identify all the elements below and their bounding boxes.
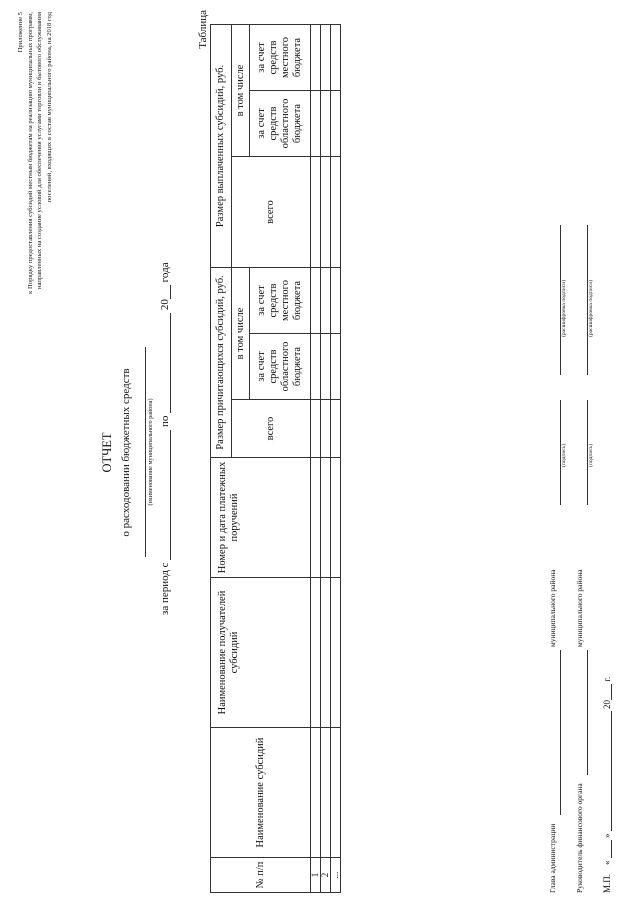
header-due-group: Размер причитающихся субсидий, руб. [211,268,232,458]
table-row [331,24,341,892]
period-year-suffix: года [159,262,171,283]
header-paid-including: в том числе [232,24,250,156]
finance-name-line [587,650,588,775]
period-prefix: за период с [159,562,171,615]
row-number: 1 [311,858,321,893]
stamp-label: М.П. [602,873,612,893]
period-year-prefix: 20 [159,299,171,311]
head-name-line [560,650,561,815]
header-due-local: за счет средств местного бюджета [250,268,311,334]
period-year-blank [158,285,171,299]
head-decoding-caption: (расшифровка подписи) [561,279,567,337]
header-due-including: в том числе [232,268,250,400]
period-by: по [159,415,171,427]
stamp-date-line [601,677,612,893]
header-paid-regional: за счет средств областного бюджета [250,91,311,157]
date-quote-close: » [602,833,612,838]
header-subsidy: Наименование субсидий [211,728,311,858]
finance-signature-suffix: муниципального района [575,569,584,647]
date-quote-open: « [602,860,612,865]
report-table [210,24,341,893]
header-paid-total: всего [232,157,311,268]
date-month-blank [601,711,612,831]
annex-line: Приложение 5 [17,12,24,53]
header-paid-local: за счет средств местного бюджета [250,24,311,90]
period-line [158,262,171,615]
annex-header [16,12,54,442]
date-year-blank [601,684,612,700]
head-signature-label: Глава администрации [548,823,557,893]
report-title: ОТЧЕТ [100,432,114,473]
table-row [321,24,331,892]
header-num: № п/п [211,858,311,893]
finance-decoding-caption: (расшифровка подписи) [588,279,594,337]
finance-signature-label: Руководитель финансового органа [575,783,584,893]
row-number: 2 [321,858,331,893]
date-year-suffix: г. [602,676,612,682]
municipality-caption: (наименование муниципального района) [145,347,154,557]
annex-line: к Порядку предоставления субсидий местным бюджетам на реализацию муниципальных программ, [26,12,34,294]
table-row [311,24,321,892]
report-subtitle: о расходовании бюджетных средств [120,368,132,537]
period-start-blank [158,430,171,560]
annex-line: поселений, входящих в состав муниципального района, на 2018 год [45,12,53,203]
header-due-total: всего [232,400,311,458]
header-due-regional: за счет средств областного бюджета [250,334,311,400]
header-payment: Номер и дата платежных поручений [211,458,311,578]
finance-signature-caption: (подпись) [588,443,594,467]
header-recipient: Наименование получателей субсидий [211,578,311,728]
head-signature-caption: (подпись) [561,443,567,467]
header-paid-group: Размер выплаченных субсидий, руб. [211,24,232,267]
date-year-prefix: 20 [602,699,612,709]
date-day-blank [601,840,612,858]
row-number: ... [331,858,341,893]
table-label: Таблица [197,10,209,49]
period-end-blank [158,313,171,413]
head-signature-suffix: муниципального района [548,569,557,647]
annex-line: направленных на создание условий для обеспечения услугами торговли и бытового обслуживания [36,12,44,289]
